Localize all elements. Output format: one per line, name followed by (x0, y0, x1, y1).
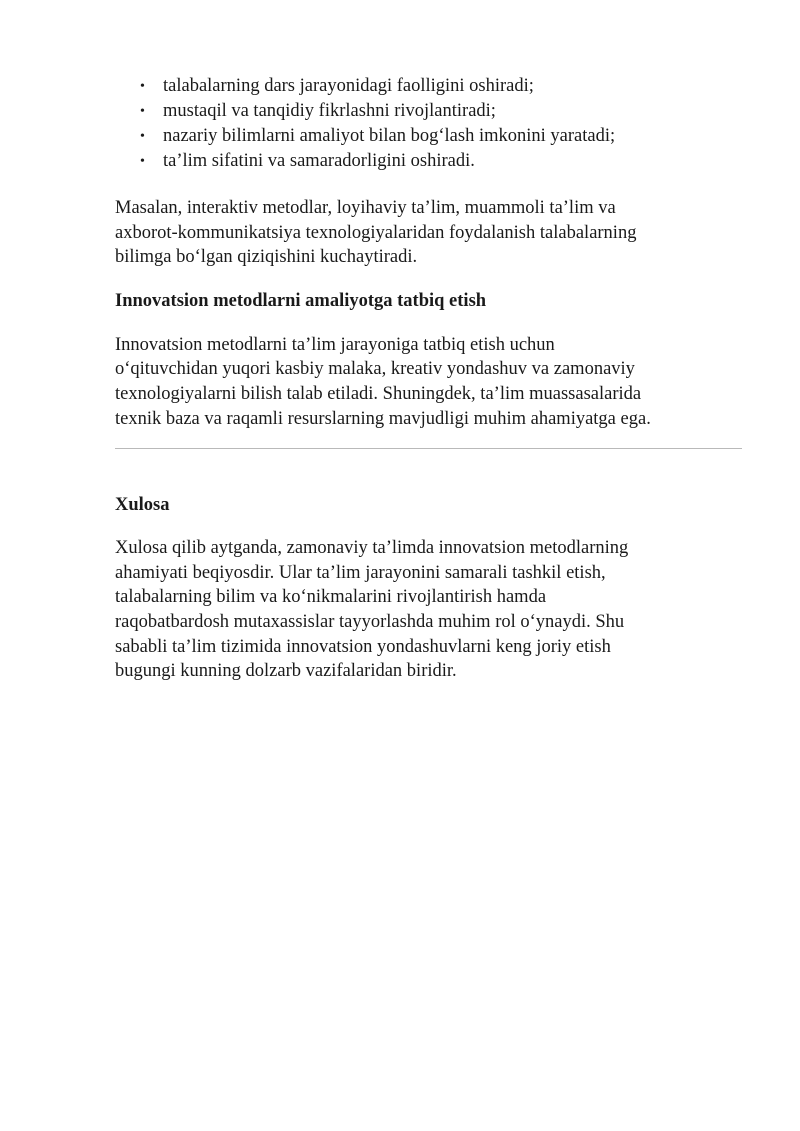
bullet-icon: • (140, 79, 145, 94)
bullet-icon: • (140, 104, 145, 119)
list-item-text: talabalarning dars jarayonidagi faolligini oshiradi; (163, 76, 534, 96)
paragraph-line: texnik baza va raqamli resurslarning mavjudligi muhim ahamiyatga ega. (115, 408, 651, 429)
example-paragraph (115, 196, 743, 270)
paragraph-line: Xulosa qilib aytganda, zamonaviy ta’limda innovatsion metodlarning (115, 538, 629, 559)
benefits-list (115, 74, 743, 174)
document-page (115, 74, 743, 684)
bullet-icon: • (140, 129, 145, 144)
list-item (115, 124, 743, 149)
paragraph-line: texnologiyalarni bilish talab etiladi. Shuningdek, ta’lim muassasalarida (115, 383, 642, 404)
horizontal-divider (115, 448, 742, 449)
implementation-paragraph (115, 333, 743, 431)
paragraph-line: o‘qituvchidan yuqori kasbiy malaka, kreativ yondashuv va zamonaviy (115, 359, 635, 380)
paragraph-line: Innovatsion metodlarni ta’lim jarayoniga tatbiq etish uchun (115, 334, 555, 355)
paragraph-line: bugungi kunning dolzarb vazifalaridan biridir. (115, 661, 457, 682)
list-item (115, 74, 743, 99)
paragraph-line: ahamiyati beqiyosdir. Ular ta’lim jarayonini samarali tashkil etish, (115, 562, 606, 583)
list-item-text: mustaqil va tanqidiy fikrlashni rivojlantiradi; (163, 101, 496, 121)
bullet-icon: • (140, 154, 145, 169)
section-heading-implementation: Innovatsion metodlarni amaliyotga tatbiq etish (115, 290, 487, 311)
paragraph-line: bilimga bo‘lgan qiziqishini kuchaytiradi. (115, 247, 418, 268)
list-item-text: nazariy bilimlarni amaliyot bilan bog‘lash imkonini yaratadi; (163, 126, 616, 146)
section-heading-conclusion: Xulosa (115, 495, 170, 516)
paragraph-line: raqobatbardosh mutaxassislar tayyorlashda muhim rol o‘ynaydi. Shu (115, 611, 625, 632)
paragraph-line: Masalan, interaktiv metodlar, loyihaviy ta’lim, muammoli ta’lim va (115, 198, 616, 218)
paragraph-line: talabalarning bilim va ko‘nikmalarini rivojlantirish hamda (115, 587, 547, 608)
list-item (115, 99, 743, 124)
paragraph-line: sababli ta’lim tizimida innovatsion yondashuvlarni keng joriy etish (115, 636, 611, 657)
list-item (115, 149, 743, 174)
list-item-text: ta’lim sifatini va samaradorligini oshiradi. (163, 151, 475, 171)
paragraph-line: axborot-kommunikatsiya texnologiyalaridan foydalanish talabalarning (115, 222, 637, 243)
conclusion-paragraph (115, 536, 743, 684)
